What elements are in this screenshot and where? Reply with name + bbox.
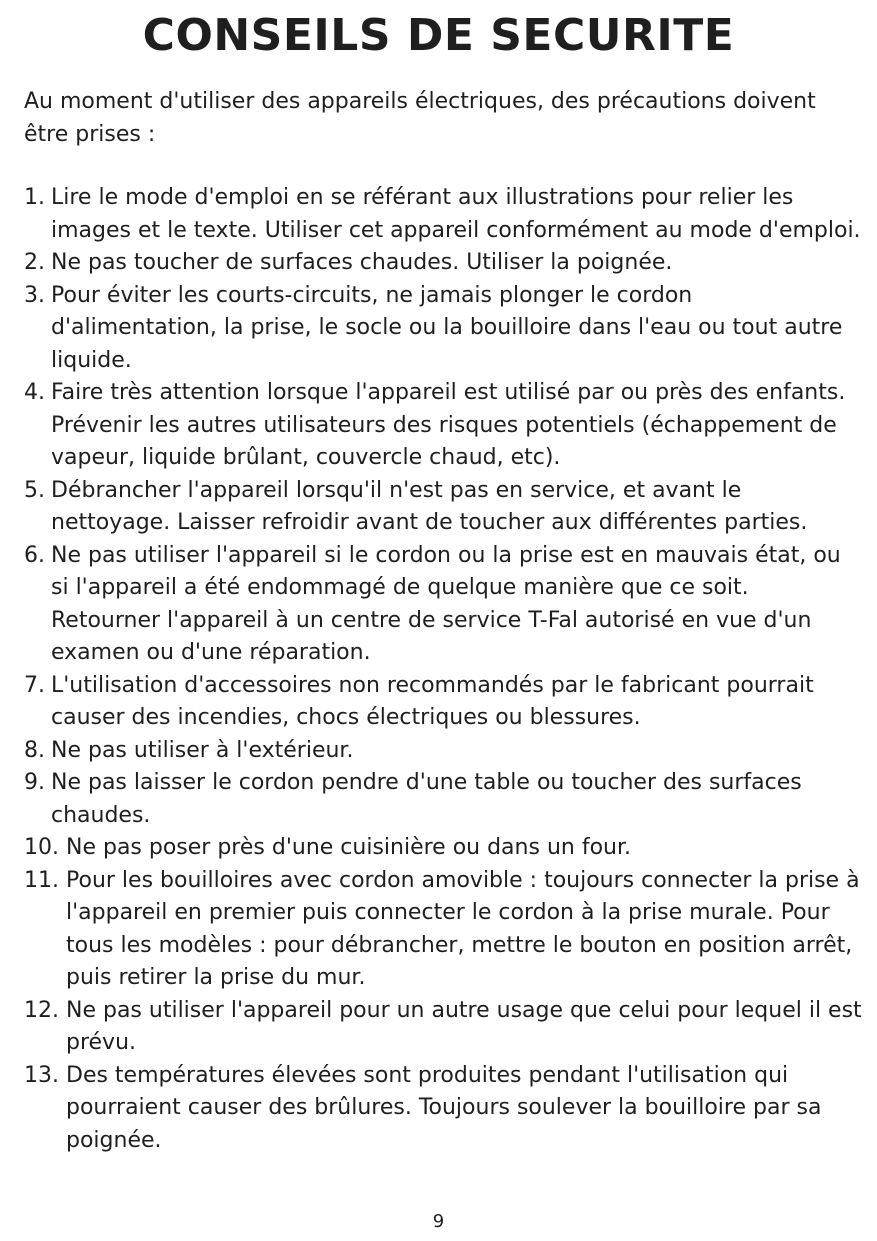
item-text: L'utilisation d'accessoires non recommandés par le fabricant pourrait causer des incendies, chocs électriques ou blessures.: [51, 672, 814, 730]
list-item: [24, 540, 864, 670]
item-number: 13.: [24, 1062, 59, 1088]
item-text: Ne pas laisser le cordon pendre d'une table ou toucher des surfaces chaudes.: [51, 770, 802, 828]
list-item: [24, 247, 864, 280]
page-title: CONSEILS DE SECURITE: [142, 10, 735, 61]
list-item: [24, 735, 864, 768]
item-text: Pour les bouilloires avec cordon amovible : toujours connecter la prise à l'appareil en premier puis connecter le cordon à la prise murale. Pour tous les modèles : pour débrancher, mettre le bouton en position arrêt, puis retirer la prise du mur.: [66, 867, 860, 990]
item-number: 4.: [24, 380, 45, 405]
item-number: 3.: [24, 282, 45, 308]
item-text: Ne pas utiliser l'appareil si le cordon ou la prise est en mauvais état, ou si l'appareil a été endommagé de quelque manière que ce soit. Retourner l'appareil à un centre de service T-Fal autorisé en vue d'un examen ou d'une réparation.: [51, 542, 841, 665]
item-text: Ne pas utiliser à l'extérieur.: [51, 737, 354, 763]
item-number: 12.: [24, 997, 59, 1023]
safety-instructions-list: [24, 182, 864, 1157]
list-item: [24, 182, 864, 247]
item-text: Des températures élevées sont produites pendant l'utilisation qui pourraient causer des brûlures. Toujours soulever la bouilloire par sa poignée.: [66, 1062, 822, 1153]
item-number: 1.: [24, 185, 45, 210]
intro-paragraph: Au moment d'utiliser des appareils électriques, des précautions doivent être prises :: [24, 89, 816, 147]
item-number: 9.: [24, 770, 45, 795]
item-text: Faire très attention lorsque l'appareil est utilisé par ou près des enfants. Prévenir les autres utilisateurs des risques potentiels (échappement de vapeur, liquide brûlant, couvercle chaud, etc).: [51, 380, 846, 470]
item-number: 10.: [24, 835, 59, 860]
page-number: 9: [432, 1211, 445, 1232]
item-text: Débrancher l'appareil lorsqu'il n'est pas en service, et avant le nettoyage. Laisser refroidir avant de toucher aux différentes parties.: [51, 477, 808, 535]
list-item: [24, 475, 864, 540]
list-item: [24, 280, 864, 378]
list-item: [24, 865, 864, 995]
item-text: Ne pas toucher de surfaces chaudes. Utiliser la poignée.: [51, 250, 673, 275]
list-item: [24, 670, 864, 735]
list-item: [24, 1060, 864, 1158]
item-number: 2.: [24, 250, 45, 275]
item-number: 11.: [24, 867, 59, 893]
item-number: 6.: [24, 542, 45, 568]
list-item: [24, 995, 864, 1060]
item-text: Ne pas poser près d'une cuisinière ou dans un four.: [66, 835, 631, 860]
item-text: Ne pas utiliser l'appareil pour un autre usage que celui pour lequel il est prévu.: [66, 997, 862, 1055]
list-item: [24, 377, 864, 475]
item-number: 5.: [24, 477, 45, 503]
list-item: [24, 767, 864, 832]
item-number: 7.: [24, 672, 45, 698]
item-text: Pour éviter les courts-circuits, ne jamais plonger le cordon d'alimentation, la prise, le socle ou la bouilloire dans l'eau ou tout autre liquide.: [51, 282, 843, 373]
item-number: 8.: [24, 737, 45, 763]
item-text: Lire le mode d'emploi en se référant aux illustrations pour relier les images et le texte. Utiliser cet appareil conformément au mode d'emploi.: [51, 185, 861, 243]
list-item: [24, 832, 864, 865]
